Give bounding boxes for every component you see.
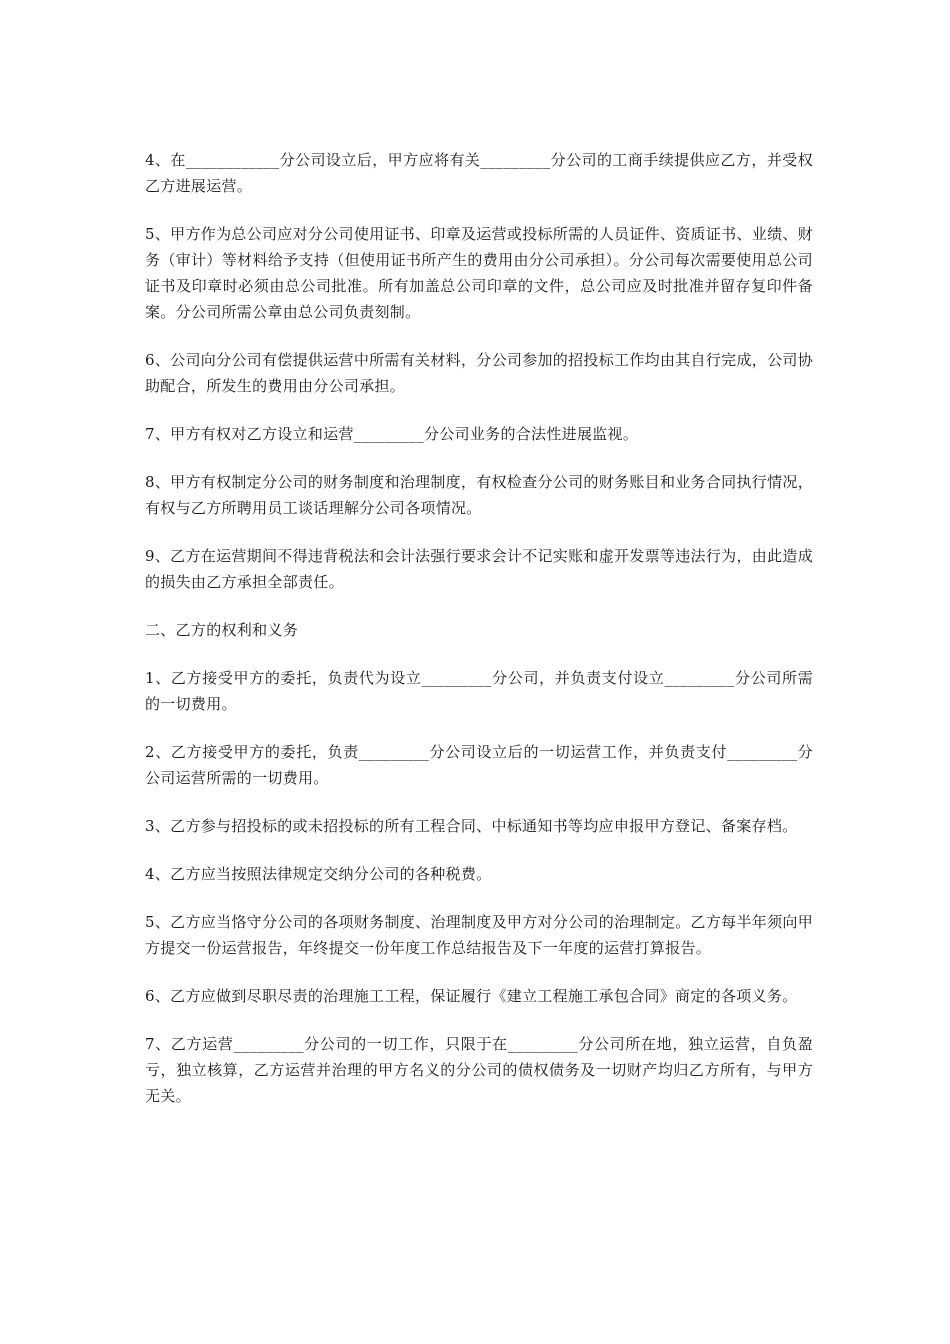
clause-b6: 6、乙方应做到尽职尽责的治理施工工程，保证履行《建立工程施工承包合同》商定的各项义务。	[145, 987, 798, 1005]
clause-a9: 9、乙方在运营期间不得违背税法和会计法强行要求会计不记实账和虚开发票等违法行为，由此造成的损失由乙方承担全部责任。	[145, 547, 813, 591]
clause-a5: 5、甲方作为总公司应对分公司使用证书、印章及运营或投标所需的人员证件、资质证书、业绩、财务（审计）等材料给予支持（但使用证书所产生的费用由分公司承担）。分公司每次需要使用总公司证书及印章时必须由总公司批准。所有加盖总公司印章的文件，总公司应及时批准并留存复印件备案。分公司所需公章由总公司负责刻制。	[145, 225, 813, 321]
clause-b4: 4、乙方应当按照法律规定交纳分公司的各种税费。	[145, 865, 492, 883]
clause-b2: 2、乙方接受甲方的委托，负责_________分公司设立后的一切运营工作，并负责支付_________分公司运营所需的一切费用。	[145, 743, 813, 787]
clause-b3: 3、乙方参与招投标的或未招投标的所有工程合同、中标通知书等均应申报甲方登记、备案存档。	[145, 817, 798, 835]
clause-a7: 7、甲方有权对乙方设立和运营_________分公司业务的合法性进展监视。	[145, 425, 639, 443]
clause-a6: 6、公司向分公司有偿提供运营中所需有关材料，分公司参加的招投标工作均由其自行完成，公司协助配合，所发生的费用由分公司承担。	[145, 351, 813, 395]
clause-b7: 7、乙方运营_________分公司的一切工作，只限于在_________分公司所在地，独立运营，自负盈亏，独立核算，乙方运营并治理的甲方名义的分公司的债权债务及一切财产均归乙方所有，与甲方无关。	[145, 1035, 813, 1105]
clause-a8: 8、甲方有权制定分公司的财务制度和治理制度，有权检查分公司的财务账目和业务合同执行情况，有权与乙方所聘用员工谈话理解分公司各项情况。	[145, 473, 813, 517]
section-heading-party-b: 二、乙方的权利和义务	[145, 621, 299, 639]
document-page	[145, 147, 813, 1131]
clause-a4: 4、在____________分公司设立后，甲方应将有关_________分公司的工商手续提供应乙方，并受权乙方进展运营。	[145, 151, 813, 195]
clause-b1: 1、乙方接受甲方的委托，负责代为设立_________分公司，并负责支付设立_________分公司所需的一切费用。	[145, 669, 813, 713]
clause-b5: 5、乙方应当恪守分公司的各项财务制度、治理制度及甲方对分公司的治理制定。乙方每半年须向甲方提交一份运营报告，年终提交一份年度工作总结报告及下一年度的运营打算报告。	[145, 913, 813, 957]
